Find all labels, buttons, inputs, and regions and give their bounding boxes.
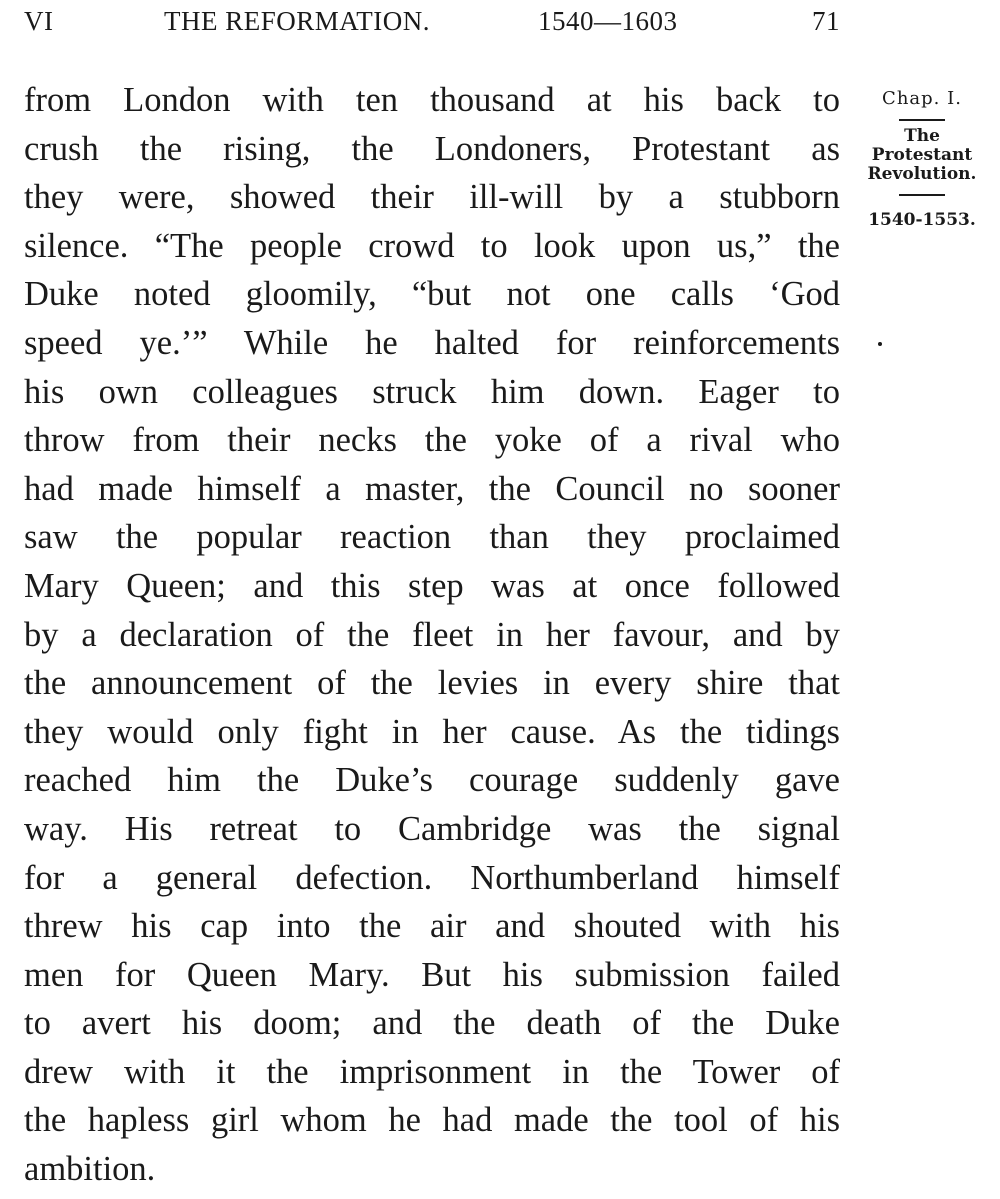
margin-topic-line-2: Protestant [871,145,973,165]
text-line: Duke noted gloomily, “but not one calls ‘God [24,275,840,314]
text-line: the announcement of the levies in every shire that [24,664,840,703]
header-title: THE REFORMATION. [164,6,431,36]
text-line: ambition. [24,1150,156,1189]
text-line: drew with it the imprisonment in the Tower of [24,1052,840,1091]
header-dates: 1540—1603 [538,6,678,36]
margin-topic-line-1: The [904,126,940,146]
text-line: saw the popular reaction than they proclaimed [24,518,840,557]
page-number: 71 [812,6,840,36]
body-text [24,76,840,1194]
margin-note [852,88,992,230]
header-volume: VI [24,6,54,36]
text-line: from London with ten thousand at his back to [24,81,840,119]
margin-speck [878,342,882,346]
text-line: his own colleagues struck him down. Eager to [24,372,840,411]
margin-rule [899,119,945,121]
text-line: reached him the Duke’s courage suddenly gave [24,761,840,800]
text-line: they would only fight in her cause. As the tidings [24,712,840,751]
text-line: silence. “The people crowd to look upon us,” the [24,226,840,265]
text-line: threw his cap into the air and shouted with his [24,907,840,946]
text-line: had made himself a master, the Council no sooner [24,469,840,508]
text-line: throw from their necks the yoke of a rival who [24,421,840,460]
margin-topic-line-3: Revolution. [867,164,977,184]
text-line: men for Queen Mary. But his submission failed [24,955,840,994]
text-line: they were, showed their ill-will by a stubborn [24,178,840,217]
text-line: to avert his doom; and the death of the Duke [24,1004,840,1043]
text-line: the hapless girl whom he had made the tool of his [24,1101,840,1140]
margin-chapter: Chap. I. [882,88,962,109]
running-header [24,6,840,40]
text-line: speed ye.’” While he halted for reinforcements [24,323,840,362]
text-line: Mary Queen; and this step was at once followed [24,566,840,605]
margin-rule [899,194,945,196]
text-line: way. His retreat to Cambridge was the signal [24,809,840,848]
text-line: by a declaration of the fleet in her favour, and by [24,615,840,654]
margin-dates: 1540-1553. [868,210,976,230]
text-line: crush the rising, the Londoners, Protestant as [24,129,840,168]
text-line: for a general defection. Northumberland himself [24,858,840,897]
